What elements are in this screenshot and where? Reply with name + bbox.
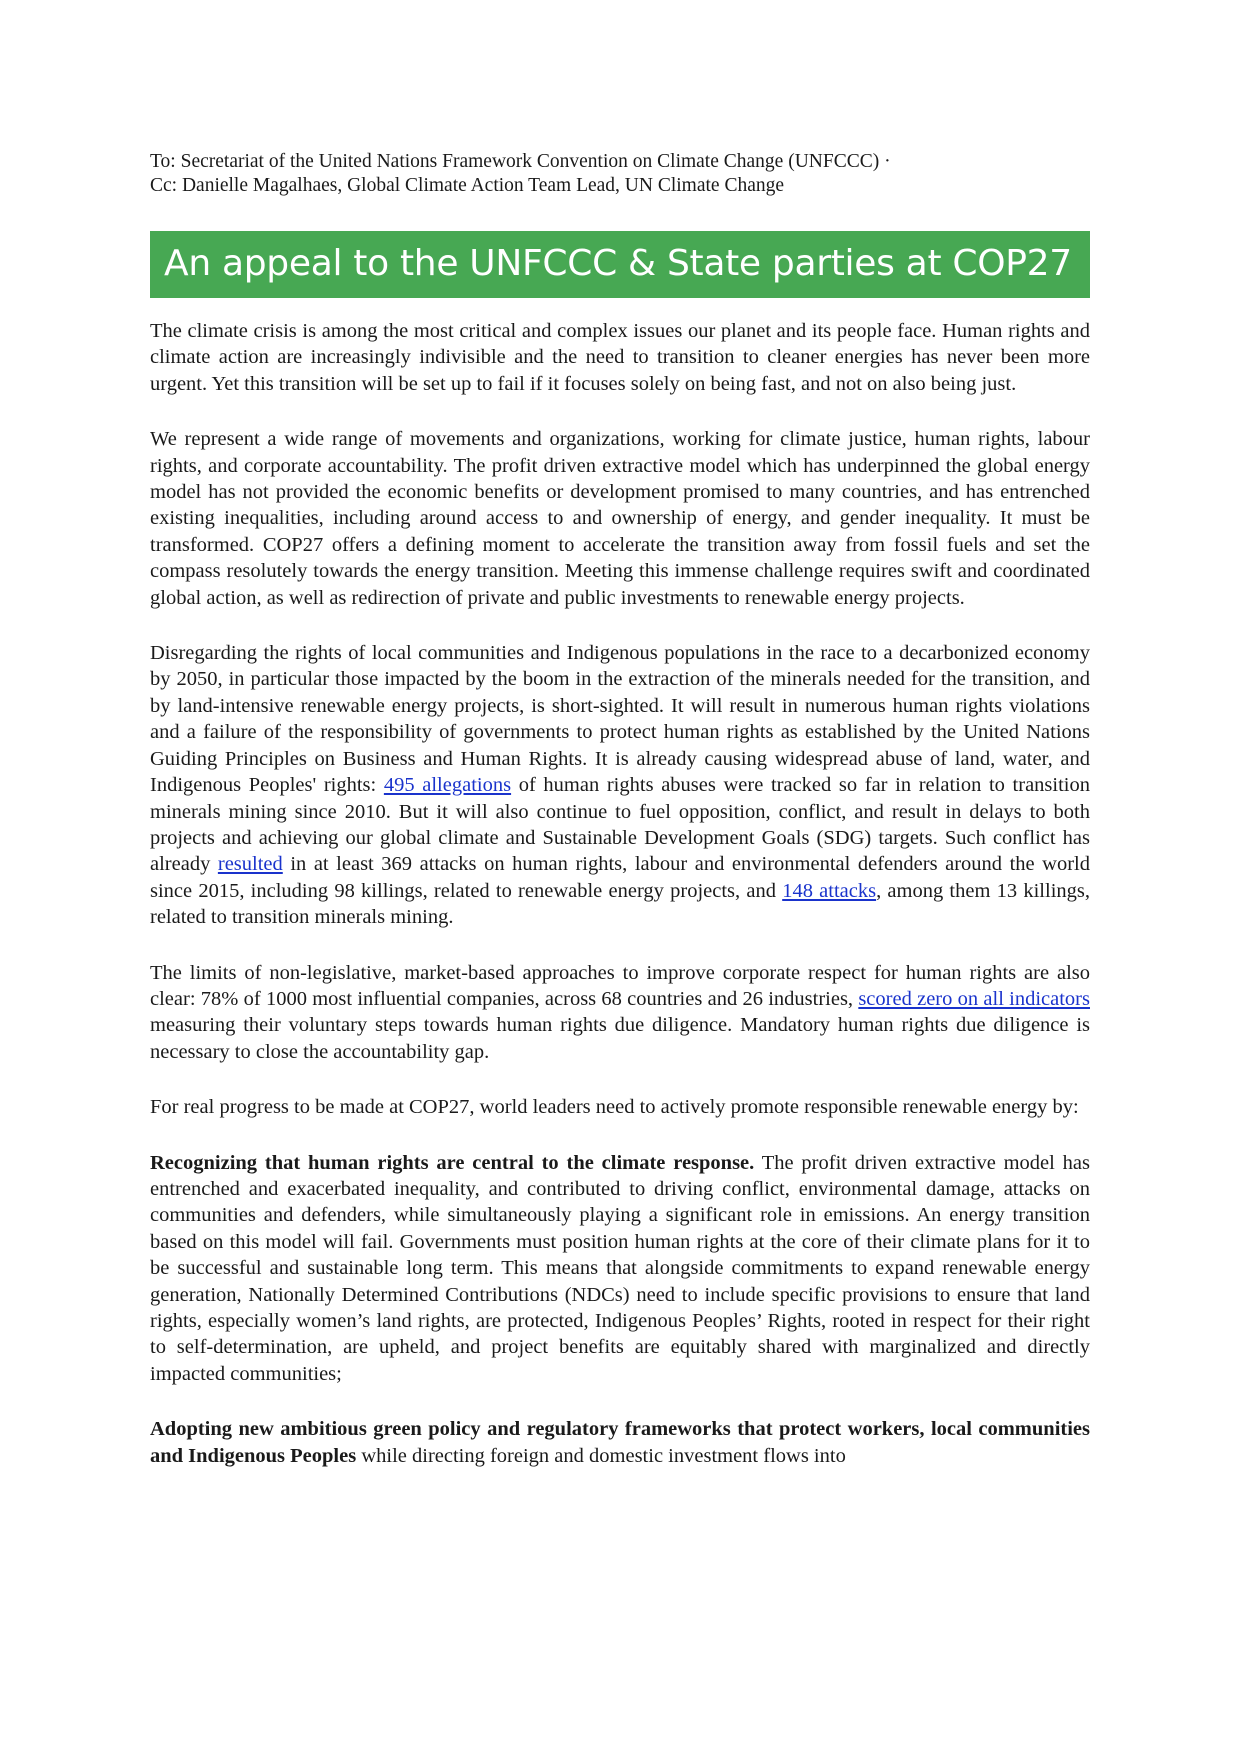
letter-body xyxy=(150,318,1090,1469)
paragraph-text: while directing foreign and domestic investment flows into xyxy=(356,1444,846,1467)
paragraph-text: The profit driven extractive model has entrenched and exacerbated inequality, and contributed to driving conflict, environmental damage, attacks on communities and defenders, while simultaneously playing a significant role in emissions. An energy transition based on this model will fail. Governments must position human rights at the core of their climate plans for it to be successful and sustainable long term. This means that alongside commitments to expand renewable energy generation, Nationally Determined Contributions (NDCs) need to include specific provisions to ensure that land rights, especially women’s land rights, are protected, Indigenous Peoples’ Rights, rooted in respect for their right to self-determination, are upheld, and project benefits are equitably shared with marginalized and directly impacted communities; xyxy=(150,1151,1090,1385)
paragraph-call-to-action: For real progress to be made at COP27, world leaders need to actively promote responsible renewable energy by: xyxy=(150,1096,1079,1119)
to-line: To: Secretariat of the United Nations Framework Convention on Climate Change (UNFCCC) · xyxy=(150,151,891,172)
paragraph-recognizing xyxy=(150,1150,1090,1388)
page-title: An appeal to the UNFCCC & State parties at COP27 xyxy=(164,243,1072,285)
paragraph-who-we-are: We represent a wide range of movements and organizations, working for climate justice, human rights, labour rights, and corporate accountability. The profit driven extractive model which has underpinned the global energy model has not provided the economic benefits or development promised to many countries, and has entrenched existing inequalities, including around access to and ownership of energy, and gender inequality. It must be transformed. COP27 offers a defining moment to accelerate the transition away from fossil fuels and set the compass resolutely towards the energy transition. Meeting this immense challenge requires swift and coordinated global action, as well as redirection of private and public investments to renewable energy projects. xyxy=(150,428,1090,609)
paragraph-limits xyxy=(150,960,1090,1066)
paragraph-text: Disregarding the rights of local communities and Indigenous populations in the race to a decarbonized economy by 2050, in particular those impacted by the boom in the extraction of the minerals needed for the transition, and by land-intensive renewable energy projects, is short-sighted. It will result in numerous human rights violations and a failure of the responsibility of governments to protect human rights as established by the United Nations Guiding Principles on Business and Human Rights. It is already causing widespread abuse of land, water, and Indigenous Peoples' rights: xyxy=(150,642,1090,797)
letter-header xyxy=(150,150,1090,198)
paragraph-text: measuring their voluntary steps towards human rights due diligence. Mandatory human rights due diligence is necessary to close the accountability gap. xyxy=(150,1014,1090,1063)
paragraph-text: The limits of non-legislative, market-based approaches to improve corporate respect for human rights are also clear: 78% of 1000 most influential companies, across 68 countries and 26 industries, xyxy=(150,961,1090,1010)
point-heading: Adopting new ambitious green policy and regulatory frameworks that protect workers, local communities and Indigenous Peoples xyxy=(150,1418,1090,1467)
paragraph-text: of human rights abuses were tracked so far in relation to transition minerals mining since 2010. But it will also continue to fuel opposition, conflict, and result in delays to both projects and achieving our global climate and Sustainable Development Goals (SDG) targets. Such conflict has already xyxy=(150,774,1090,876)
paragraph-text: , among them 13 killings, related to transition minerals mining. xyxy=(150,879,1090,929)
title-banner xyxy=(150,231,1090,298)
point-heading: Recognizing that human rights are central to the climate response. xyxy=(150,1151,755,1174)
allegations-link[interactable]: 495 allegations xyxy=(383,774,512,797)
resulted-link[interactable]: resulted xyxy=(217,853,283,876)
paragraph-adopting xyxy=(150,1416,1090,1469)
paragraph-indigenous-rights xyxy=(150,640,1090,930)
cc-line: Cc: Danielle Magalhaes, Global Climate Action Team Lead, UN Climate Change xyxy=(150,175,785,196)
attacks-link[interactable]: 148 attacks xyxy=(782,879,877,902)
document-page xyxy=(150,150,1090,1498)
paragraph-intro: The climate crisis is among the most critical and complex issues our planet and its people face. Human rights and climate action are increasingly indivisible and the need to transition to cleaner energies has never been more urgent. Yet this transition will be set up to fail if it focuses solely on being fast, and not on also being just. xyxy=(150,320,1090,395)
paragraph-text: in at least 369 attacks on human rights, labour and environmental defenders around the world since 2015, including 98 killings, related to renewable energy projects, and xyxy=(150,853,1090,902)
scored-zero-link[interactable]: scored zero on all indicators xyxy=(858,987,1090,1010)
